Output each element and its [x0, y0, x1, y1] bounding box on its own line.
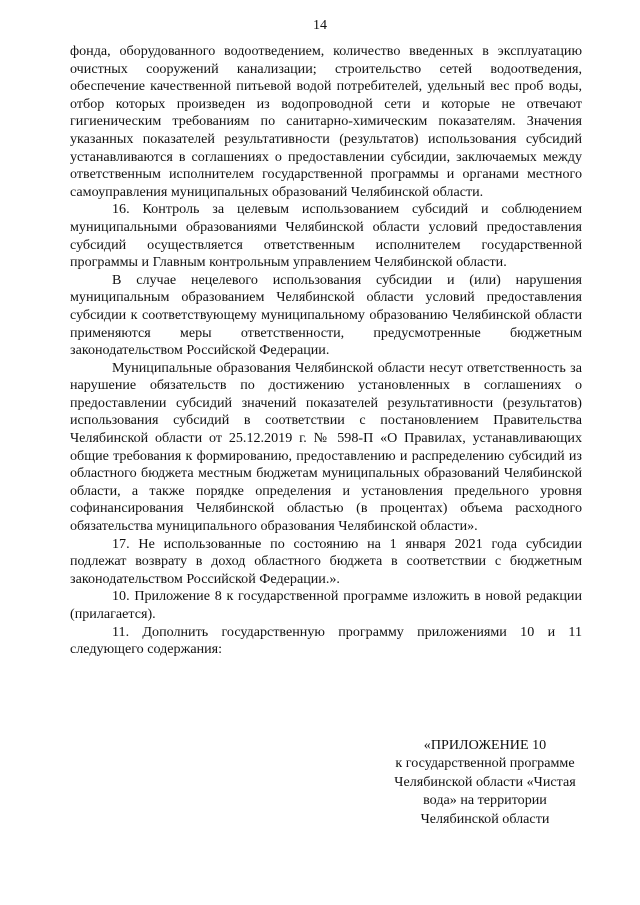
paragraph-municipal-responsibility: Муниципальные образования Челябинской области несут ответственность за нарушение обязательств по достижению установленных в соглашениях о предоставлении субсидий значений показателей результативности (результатов) использования субсидий в соответствии с постановлением Правительства Челябинской области от 25.12.2019 г. № 598-П «О Правилах, устанавливающих общие требования к формированию, предоставлению и распределению субсидий из областного бюджета местным бюджетам муниципальных образований Челябинской области, а также порядке определения и установления предельного уровня софинансирования Челябинской областью (в процентах) объема расходного обязательства муниципального образования Челябинской области». — [70, 359, 582, 535]
appendix-line: Челябинской области — [420, 810, 550, 827]
paragraph-indicators-continuation: фонда, оборудованного водоотведением, количество введенных в эксплуатацию очистных сооружений канализации; строительство сетей водоотведения, обеспечение качественной питьевой водой потребителей, удельный вес проб воды, отбор которых произведен из водопроводной сети и которые не отвечают гигиеническим требованиям по санитарно-химическим показателям. Значения указанных показателей результативности (результатов) использования субсидий устанавливаются в соглашениях о предоставлении субсидии, заключаемых между ответственным исполнителем государственной программы и органами местного самоуправления муниципальных образований Челябинской области. — [70, 43, 582, 200]
appendix-heading — [374, 736, 596, 828]
appendix-title: «ПРИЛОЖЕНИЕ 10 — [423, 737, 547, 753]
paragraph-misuse-liability: В случае нецелевого использования субсидии и (или) нарушения муниципальным образованием Челябинской области условий предоставления субсидии к соответствующему муниципальному образованию Челябинской области применяются меры ответственности, предусмотренные бюджетным законодательством Российской Федерации. — [70, 271, 582, 359]
paragraph-10-appendix-8: 10. Приложение 8 к государственной программе изложить в новой редакции (прилагается). — [70, 588, 582, 622]
paragraph-16-control: 16. Контроль за целевым использованием субсидий и соблюдением муниципальными образованиями Челябинской области условий предоставления субсидий осуществляется ответственным исполнителем государственной программы и Главным контрольным управлением Челябинской области. — [70, 201, 582, 271]
document-body — [70, 43, 582, 659]
paragraph-17-unused-subsidies: 17. Не использованные по состоянию на 1 января 2021 года субсидии подлежат возврату в доход областного бюджета в соответствии с бюджетным законодательством Российской Федерации.». — [70, 535, 582, 587]
appendix-line: Челябинской области «Чистая — [394, 773, 576, 790]
appendix-line: вода» на территории — [423, 792, 547, 809]
page-number: 14 — [313, 18, 327, 33]
paragraph-11-add-appendices: 11. Дополнить государственную программу приложениями 10 и 11 следующего содержания: — [70, 623, 582, 658]
appendix-line: к государственной программе — [395, 755, 575, 772]
